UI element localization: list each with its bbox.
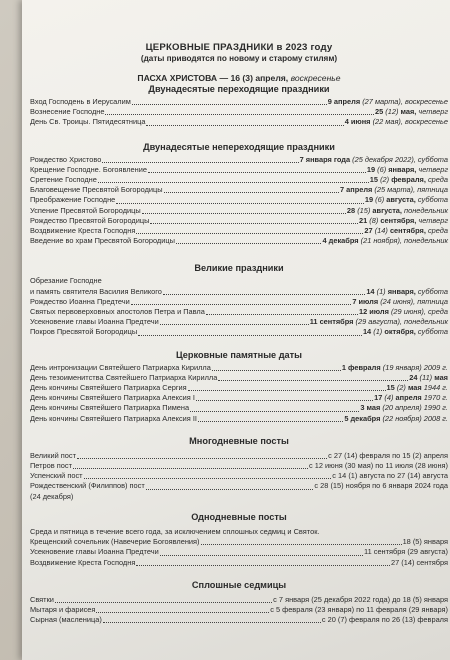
entry-name: и память святителя Василия Великого: [30, 286, 162, 296]
section-heading: Двунадесятые переходящие праздники: [148, 84, 330, 94]
dot-leader: [98, 182, 369, 183]
entry-date: [365, 195, 448, 205]
feast-row: [30, 383, 448, 393]
entry-date: [344, 414, 448, 424]
weekday: воскресенье: [405, 97, 448, 106]
new-style-date: 15: [369, 175, 379, 185]
dot-leader: [163, 294, 365, 295]
old-style-date: (15): [357, 205, 371, 215]
feast-row: [30, 393, 448, 403]
old-style-date: (4): [384, 393, 394, 403]
entry-name: Усекновение главы Иоанна Предтечи: [30, 317, 159, 327]
section-heading: Церковные памятные даты: [175, 349, 302, 360]
entry-period: с 20 (7) февраля по 26 (13) февраля: [321, 615, 448, 625]
entry-name: Сретение Господне: [30, 175, 97, 185]
weekday: пятница: [417, 185, 448, 195]
date-month: августа,: [372, 205, 402, 215]
document-subtitle: (даты приводятся по новому и старому стилям): [140, 54, 338, 63]
dot-leader: [105, 114, 374, 115]
weekday: суббота: [417, 154, 448, 164]
entry-name: Крещение Господне. Богоявление: [30, 164, 147, 174]
section-heading: Двунадесятые непереходящие праздники: [143, 141, 335, 152]
entry-date: [366, 287, 448, 297]
section-rows: [30, 276, 448, 337]
new-style-date: 11 сентября: [309, 317, 354, 327]
multi-day-fasts-row: [30, 481, 448, 491]
date-month: мая: [434, 372, 448, 382]
feast-row: [30, 185, 448, 195]
new-style-date: 17: [374, 393, 383, 403]
entry-date: [359, 216, 448, 226]
new-style-date: 24: [409, 372, 418, 382]
entry-name: Рождество Христово: [30, 154, 102, 164]
weekday: понедельник: [404, 317, 448, 327]
entry-period: с 27 (14) февраля по 15 (2) апреля: [328, 450, 448, 460]
new-style-date: 21: [358, 215, 368, 225]
old-style-date: (24 июня),: [380, 296, 416, 306]
date-month: мая: [407, 383, 422, 393]
multi-day-fasts-row: [30, 451, 448, 461]
feast-row: [30, 317, 448, 327]
entry-name: Рождество Иоанна Предтечи: [30, 296, 130, 306]
entry-date: [359, 307, 448, 317]
entry-date: [374, 393, 448, 403]
weekday: воскресенье: [405, 117, 448, 127]
intro-text: Среда и пятница в течение всего года, за исключением сплошных седмиц и Святок.: [30, 526, 320, 536]
new-style-date: 14: [362, 327, 372, 337]
one-day-fasts-rows: [30, 527, 448, 568]
new-style-date: 14: [366, 286, 375, 296]
continuous-weeks-heading: Сплошные седмицы: [191, 579, 287, 590]
weekday: среда: [427, 307, 448, 317]
dot-leader: [164, 192, 339, 193]
dot-leader: [138, 335, 362, 336]
section-heading: Великие праздники: [194, 263, 284, 274]
entry-date: [387, 383, 448, 393]
entry-name: Усекновение главы Иоанна Предтечи: [30, 547, 159, 557]
old-style-date: (20 апреля) 1990 г.: [382, 403, 448, 413]
feast-row: [30, 236, 448, 246]
new-style-date: 7 апреля: [339, 185, 373, 195]
new-style-date: 4 июня: [344, 117, 371, 127]
new-style-date: 12 июля: [358, 307, 389, 317]
old-style-date: (19 января) 2009 г.: [382, 362, 448, 372]
feast-row: [30, 373, 448, 383]
weekday: понедельник: [404, 236, 448, 246]
pascha-line: [30, 73, 448, 83]
one-day-fasts-row: [30, 558, 448, 568]
dot-leader: [160, 555, 363, 556]
dot-leader: [146, 125, 343, 126]
multi-day-fasts-row: [30, 461, 448, 471]
dot-leader: [116, 203, 364, 204]
entry-date: [370, 175, 448, 185]
weekday: четверг: [418, 164, 448, 174]
old-style-date: (21 ноября),: [360, 236, 402, 246]
feast-row: [30, 206, 448, 216]
entry-name: Рождество Пресвятой Богородицы: [30, 215, 150, 225]
old-style-date: (27 марта),: [362, 97, 403, 106]
entry-name: Благовещение Пресвятой Богородицы: [30, 185, 163, 195]
dot-leader: [160, 324, 309, 325]
one-day-fasts-row: [30, 547, 448, 557]
pascha-month: апреля,: [255, 73, 289, 83]
dot-leader: [132, 104, 327, 105]
new-style-date: 4 декабря: [322, 236, 359, 246]
entry-period: с 14 (1) августа по 27 (14) августа: [332, 471, 448, 481]
dot-leader: [136, 565, 390, 566]
new-style-date: 27: [364, 226, 373, 236]
dot-leader: [73, 468, 308, 469]
multi-day-fasts-heading: Многодневные посты: [189, 435, 289, 446]
one-day-fasts-row: [30, 537, 448, 547]
date-month: сентября,: [389, 226, 426, 236]
feast-row: [30, 107, 448, 117]
dot-leader: [201, 544, 402, 545]
feast-row: [30, 97, 448, 107]
date-month: августа,: [386, 195, 416, 205]
feast-row: [30, 363, 448, 373]
entry-date: [322, 236, 448, 246]
old-style-date: (25 декабря 2022),: [352, 154, 416, 164]
weekday: суббота: [417, 286, 448, 296]
weekday: 1944 г.: [423, 383, 448, 393]
entry-name: Рождественский (Филиппов) пост: [30, 481, 145, 491]
period-tail: (24 декабря): [30, 491, 74, 501]
date-month: октября,: [384, 327, 416, 337]
old-style-date: (6): [377, 164, 387, 174]
dot-leader: [218, 380, 408, 381]
pascha-label: ПАСХА ХРИСТОВА — 16: [137, 73, 241, 83]
old-style-date: (8): [369, 215, 379, 225]
dot-leader: [96, 612, 269, 613]
dot-leader: [188, 390, 386, 391]
weekday: четверг: [418, 215, 448, 225]
old-style-date: (11): [419, 372, 433, 382]
entry-name: Воздвижение Креста Господня: [30, 557, 136, 567]
feast-row: [30, 117, 448, 127]
pascha-weekday: воскресенье: [290, 73, 341, 83]
entry-period: 11 сентября (29 августа): [364, 547, 448, 557]
entry-date: [342, 363, 448, 373]
weekday: среда: [427, 175, 448, 185]
feast-row: [30, 414, 448, 424]
continuous-weeks-row: [30, 605, 448, 615]
entry-date: [352, 297, 448, 307]
old-style-date: (1): [376, 286, 386, 296]
entry-name: День Св. Троицы. Пятидесятница: [30, 117, 146, 127]
new-style-date: 5 декабря: [344, 413, 381, 423]
entry-name: Святки: [30, 594, 54, 604]
entry-date: [409, 373, 448, 383]
entry-date: [364, 226, 448, 236]
one-day-fasts-heading: Однодневные посты: [191, 511, 287, 522]
entry-name: Вход Господень в Иерусалим: [30, 97, 131, 106]
entry-name: Введение во храм Пресвятой Богородицы: [30, 236, 175, 246]
entry-name: Успение Пресвятой Богородицы: [30, 205, 141, 215]
feast-row: [30, 155, 448, 165]
continuous-weeks-row: [30, 595, 448, 605]
old-style-date: (6): [375, 195, 385, 205]
entry-name: Святых первоверховных апостолов Петра и Павла: [30, 307, 205, 317]
new-style-date: 25: [374, 107, 384, 117]
old-style-date: (14): [374, 226, 388, 236]
old-style-date: (29 июня),: [390, 307, 426, 317]
date-month: апреля: [395, 393, 422, 403]
dot-leader: [212, 370, 341, 371]
pascha-old-date: (3): [242, 73, 253, 83]
entry-date: [347, 206, 448, 216]
feast-row: [30, 226, 448, 236]
entry-name: Крещенский сочельник (Навечерие Богоявления): [30, 537, 200, 547]
entry-period: 27 (14) сентября: [390, 557, 448, 567]
entry-name: День тезоименитства Святейшего Патриарха Кирилла: [30, 372, 218, 382]
old-style-date: (1): [373, 327, 383, 337]
dot-leader: [150, 223, 358, 224]
dot-leader: [55, 602, 272, 603]
new-style-date: 1 февраля: [341, 362, 381, 372]
entry-name: Воздвижение Креста Господня: [30, 226, 136, 236]
entry-date: [375, 107, 448, 117]
feast-row: [30, 287, 448, 297]
new-style-date: 28: [346, 205, 356, 215]
old-style-date: (22 ноября) 2008 г.: [382, 413, 448, 423]
new-style-date: 19: [364, 195, 374, 205]
entry-date: [340, 185, 448, 195]
dot-leader: [84, 478, 332, 479]
old-style-date: (2): [396, 383, 406, 393]
date-month: февраля,: [391, 175, 426, 185]
dot-leader: [102, 162, 298, 163]
old-style-date: (12): [385, 107, 399, 117]
date-month: января,: [387, 286, 416, 296]
new-style-date: 7 июля: [352, 296, 379, 306]
dot-leader: [103, 622, 321, 623]
dot-leader: [196, 400, 373, 401]
feast-row: [30, 216, 448, 226]
feast-row: [30, 403, 448, 413]
dot-leader: [190, 411, 359, 412]
weekday: суббота: [417, 327, 448, 337]
entry-name: Обрезание Господне: [30, 276, 102, 286]
entry-name: Петров пост: [30, 461, 72, 471]
old-style-date: (2): [380, 175, 390, 185]
dot-leader: [198, 421, 343, 422]
dot-leader: [206, 314, 358, 315]
dot-leader: [146, 489, 314, 490]
dot-leader: [131, 304, 352, 305]
entry-name: Преображение Господне: [30, 195, 116, 205]
entry-name: Мытаря и фарисея: [30, 604, 96, 614]
new-style-date: 15: [386, 383, 395, 393]
multi-day-fasts-row: [30, 471, 448, 481]
entry-period: с 28 (15) ноября по 6 января 2024 года: [314, 481, 448, 491]
entry-date: [360, 403, 448, 413]
feast-row: [30, 175, 448, 185]
section-rows: [30, 155, 448, 247]
entry-date: [310, 317, 448, 327]
entry-period: с 12 июня (30 мая) по 11 июля (28 июня): [309, 461, 448, 471]
date-month: сентября,: [380, 215, 417, 225]
section-rows: [30, 363, 448, 424]
feast-row: [30, 327, 448, 337]
old-style-date: (22 мая),: [372, 117, 403, 127]
weekday: понедельник: [404, 205, 448, 215]
weekday: 1970 г.: [423, 393, 448, 403]
feast-row: [30, 195, 448, 205]
entry-name: Вознесение Господне: [30, 107, 105, 117]
section-rows: [30, 97, 448, 128]
dot-leader: [136, 233, 363, 234]
entry-date: [363, 327, 448, 337]
feast-row: [30, 165, 448, 175]
dot-leader: [176, 243, 322, 244]
document-title: ЦЕРКОВНЫЕ ПРАЗДНИКИ в 2023 году: [145, 42, 333, 53]
entry-date: [300, 155, 448, 165]
dot-leader: [77, 458, 327, 459]
entry-period: 18 (5) января: [402, 537, 448, 547]
entry-date: [328, 97, 448, 107]
weekday: четверг: [418, 107, 448, 117]
dot-leader: [142, 213, 346, 214]
document-content: [30, 42, 448, 625]
date-month: января,: [388, 164, 417, 174]
entry-name: Успенский пост: [30, 471, 83, 481]
weekday: пятница: [417, 296, 448, 306]
new-style-date: 3 мая: [360, 403, 381, 413]
entry-name: Великий пост: [30, 450, 76, 460]
multi-day-fasts-rows: [30, 451, 448, 502]
entry-date: [367, 165, 448, 175]
new-style-date: 7 января года: [299, 154, 351, 164]
dot-leader: [148, 172, 366, 173]
old-style-date: (25 марта),: [374, 185, 416, 195]
entry-name: День кончины Святейшего Патриарха Сергия: [30, 383, 187, 393]
old-style-date: (29 августа),: [355, 317, 402, 327]
entry-name: День интронизации Святейшего Патриарха Кирилла: [30, 362, 211, 372]
new-style-date: 19: [366, 164, 376, 174]
entry-name: День кончины Святейшего Патриарха Пимена: [30, 403, 190, 413]
weekday: суббота: [417, 195, 448, 205]
entry-period: с 7 января (25 декабря 2022 года) до 18 (5) января: [273, 594, 448, 604]
feast-row: [30, 307, 448, 317]
entry-name: День кончины Святейшего Патриарха Алексия II: [30, 413, 197, 423]
date-month: мая,: [400, 107, 417, 117]
entry-period: с 5 февраля (23 января) по 11 февраля (29 января): [270, 604, 448, 614]
entry-name: Покров Пресвятой Богородицы: [30, 327, 138, 337]
entry-name: День кончины Святейшего Патриарха Алексия I: [30, 393, 195, 403]
continuous-weeks-rows: [30, 595, 448, 626]
entry-name: Сырная (масленица): [30, 615, 102, 625]
new-style-date: 9 апреля: [327, 97, 361, 106]
weekday: среда: [427, 226, 448, 236]
continuous-weeks-row: [30, 615, 448, 625]
entry-date: [345, 117, 448, 127]
feast-row: [30, 297, 448, 307]
document-page: [22, 0, 450, 660]
